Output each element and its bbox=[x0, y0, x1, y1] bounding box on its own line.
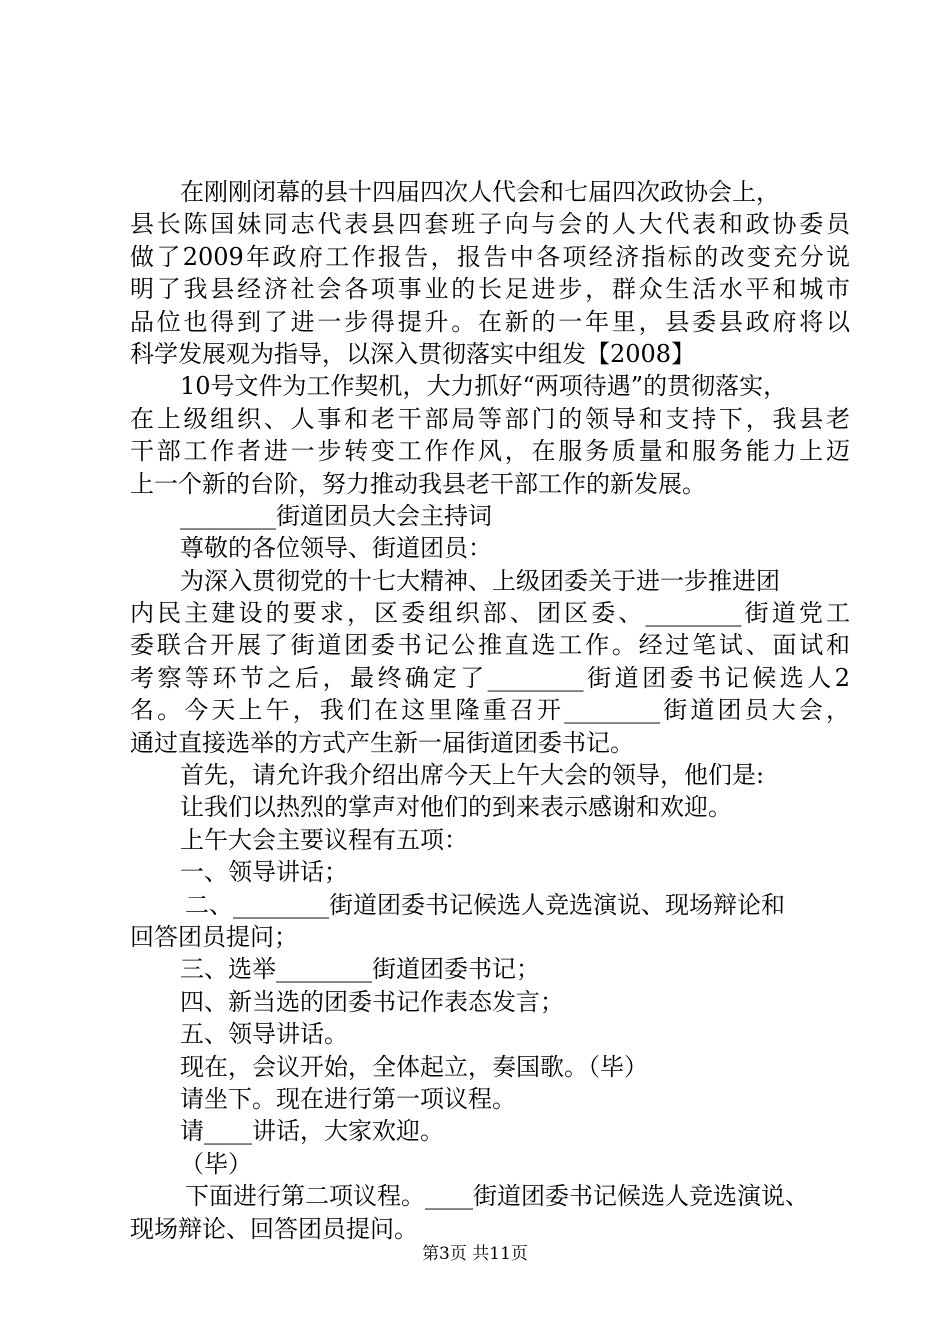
text-line: 明了我县经济社会各项事业的长足进步，群众生活水平和城市 bbox=[130, 275, 850, 304]
text-line: 名。今天上午，我们在这里隆重召开________街道团员大会， bbox=[130, 696, 850, 725]
text-line: 现场辩论、回答团员提问。 bbox=[130, 1214, 418, 1243]
text-line: 通过直接选举的方式产生新一届街道团委书记。 bbox=[130, 728, 634, 757]
text-line: 为深入贯彻党的十七大精神、上级团委关于进一步推进团 bbox=[180, 566, 780, 595]
text-line: 品位也得到了进一步得提升。在新的一年里，县委县政府将以 bbox=[130, 307, 850, 336]
text-line: 科学发展观为指导，以深入贯彻落实中组发【2008】 bbox=[130, 339, 696, 368]
text-line: 让我们以热烈的掌声对他们的到来表示感谢和欢迎。 bbox=[180, 793, 732, 822]
agenda-item-continuation: 回答团员提问； bbox=[130, 922, 298, 951]
text-line: 请____讲话，大家欢迎。 bbox=[180, 1117, 444, 1146]
document-body bbox=[130, 176, 850, 1245]
text-line: 首先，请允许我介绍出席今天上午大会的领导，他们是: bbox=[180, 761, 765, 790]
text-line: 委联合开展了街道团委书记公推直选工作。经过笔试、面试和 bbox=[130, 631, 850, 660]
agenda-item: 四、新当选的团委书记作表态发言； bbox=[180, 987, 564, 1016]
text-line: 在上级组织、人事和老干部局等部门的领导和支持下，我县老 bbox=[130, 404, 850, 433]
text-line: 尊敬的各位领导、街道团员： bbox=[180, 534, 492, 563]
agenda-item: 五、领导讲话。 bbox=[180, 1020, 348, 1049]
text-line: 县长陈国妹同志代表县四套班子向与会的人大代表和政协委员 bbox=[130, 210, 850, 239]
agenda-item: 一、领导讲话； bbox=[180, 858, 348, 887]
agenda-item: 三、选举________街道团委书记； bbox=[180, 955, 540, 984]
text-line: 下面进行第二项议程。____街道团委书记候选人竞选演说、 bbox=[185, 1182, 809, 1211]
text-line: 上一个新的台阶，努力推动我县老干部工作的新发展。 bbox=[130, 469, 706, 498]
text-line: 内民主建设的要求，区委组织部、团区委、________街道党工 bbox=[130, 599, 850, 628]
section-title: ________街道团员大会主持词 bbox=[180, 501, 492, 530]
text-line: 考察等环节之后，最终确定了________街道团委书记候选人2 bbox=[130, 663, 850, 692]
text-line: 在刚刚闭幕的县十四届四次人代会和七届四次政协会上， bbox=[180, 178, 780, 206]
text-line: 做了2009年政府工作报告，报告中各项经济指标的改变充分说 bbox=[130, 242, 850, 271]
text-line: 10号文件为工作契机，大力抓好“两项待遇”的贯彻落实， bbox=[180, 372, 788, 401]
text-line: 上午大会主要议程有五项： bbox=[180, 825, 468, 854]
text-line: （毕） bbox=[180, 1149, 252, 1178]
text-line: 请坐下。现在进行第一项议程。 bbox=[180, 1084, 516, 1113]
agenda-item: 二、________街道团委书记候选人竞选演说、现场辩论和 bbox=[185, 890, 785, 919]
text-line: 现在，会议开始，全体起立，奏国歌。（毕） bbox=[180, 1052, 648, 1081]
page-number-footer: 第3页 共11页 bbox=[422, 1244, 528, 1264]
text-line: 干部工作者进一步转变工作作风，在服务质量和服务能力上迈 bbox=[130, 437, 850, 466]
